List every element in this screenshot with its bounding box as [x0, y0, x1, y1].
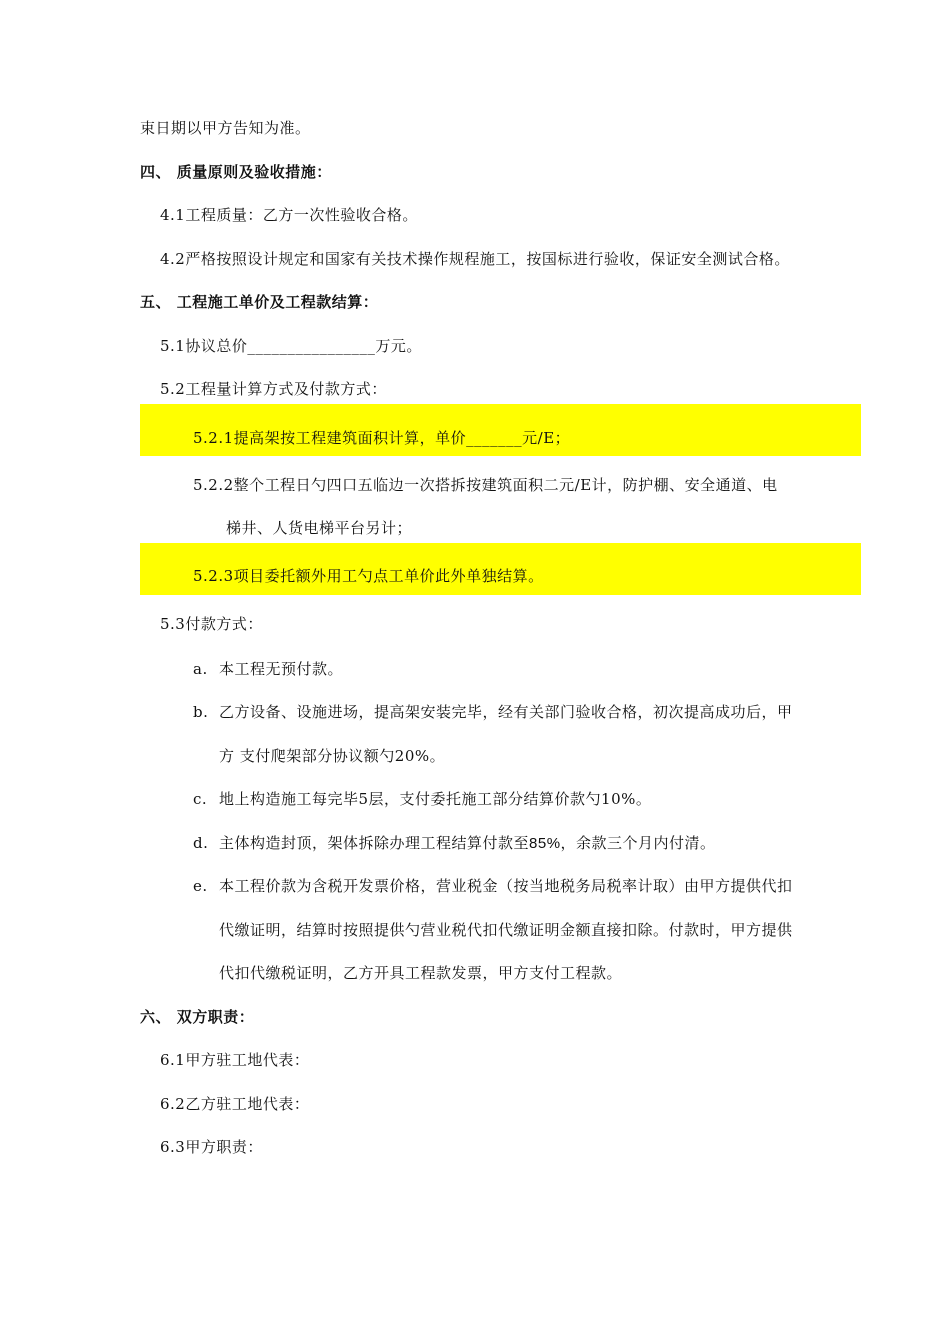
list-marker-c: c. — [193, 790, 208, 808]
clause-5-2-3: 5.2.3项目委托额外用工勺点工单价此外单独结算。 — [193, 567, 544, 585]
clause-5-2-1: 5.2.1提高架按工程建筑面积计算，单价_______元/E； — [193, 429, 571, 447]
clause-4-1: 4.1工程质量：乙方一次性验收合格。 — [160, 206, 418, 224]
list-marker-d: d. — [193, 834, 209, 852]
clause-6-2: 6.2乙方驻工地代表： — [160, 1095, 310, 1113]
list-item-e-continued-2: 代扣代缴税证明，乙方开具工程款发票，甲方支付工程款。 — [219, 964, 623, 982]
list-item-b-continued: 方 支付爬架部分协议额勺20%。 — [219, 747, 446, 765]
paragraph-line: 束日期以甲方告知为准。 — [140, 119, 311, 137]
list-item-d — [219, 833, 716, 854]
section-heading-6: 六、 双方职责： — [140, 1008, 255, 1026]
list-item-d-percent: 85% — [529, 835, 561, 852]
list-marker-b: b. — [193, 703, 209, 721]
section-heading-4: 四、 质量原则及验收措施： — [140, 163, 332, 181]
list-item-b: 乙方设备、设施进场，提高架安装完毕，经有关部门验收合格，初次提高成功后，甲 — [219, 703, 793, 721]
clause-6-1: 6.1甲方驻工地代表： — [160, 1051, 310, 1069]
clause-4-2: 4.2严格按照设计规定和国家有关技术操作规程施工，按国标进行验收，保证安全测试合格。 — [160, 250, 790, 268]
list-item-d-text: 主体构造封顶，架体拆除办理工程结算付款至 — [219, 834, 530, 852]
clause-5-3: 5.3付款方式： — [160, 615, 263, 633]
list-marker-e: e. — [193, 877, 208, 895]
list-item-c: 地上构造施工每完毕5层，支付委托施工部分结算价款勺10%。 — [219, 790, 652, 808]
clause-5-1: 5.1协议总价________________万元。 — [160, 337, 422, 355]
list-item-d-text-end: ，余款三个月内付清。 — [560, 834, 716, 852]
clause-5-2: 5.2工程量计算方式及付款方式： — [160, 380, 387, 398]
list-marker-a: a. — [193, 660, 208, 678]
clause-5-2-2-continued: 梯井、人货电梯平台另计； — [226, 519, 413, 537]
clause-5-2-2: 5.2.2整个工程日勺四口五临边一次搭拆按建筑面积二元/E计，防护棚、安全通道、电 — [193, 476, 778, 494]
list-item-e: 本工程价款为含税开发票价格，营业税金（按当地税务局税率计取）由甲方提供代扣 — [219, 877, 793, 895]
clause-6-3: 6.3甲方职责： — [160, 1138, 263, 1156]
list-item-a: 本工程无预付款。 — [219, 660, 344, 678]
list-item-e-continued-1: 代缴证明，结算时按照提供勺营业税代扣代缴证明金额直接扣除。付款时，甲方提供 — [219, 921, 793, 939]
section-heading-5: 五、 工程施工单价及工程款结算： — [140, 293, 379, 311]
